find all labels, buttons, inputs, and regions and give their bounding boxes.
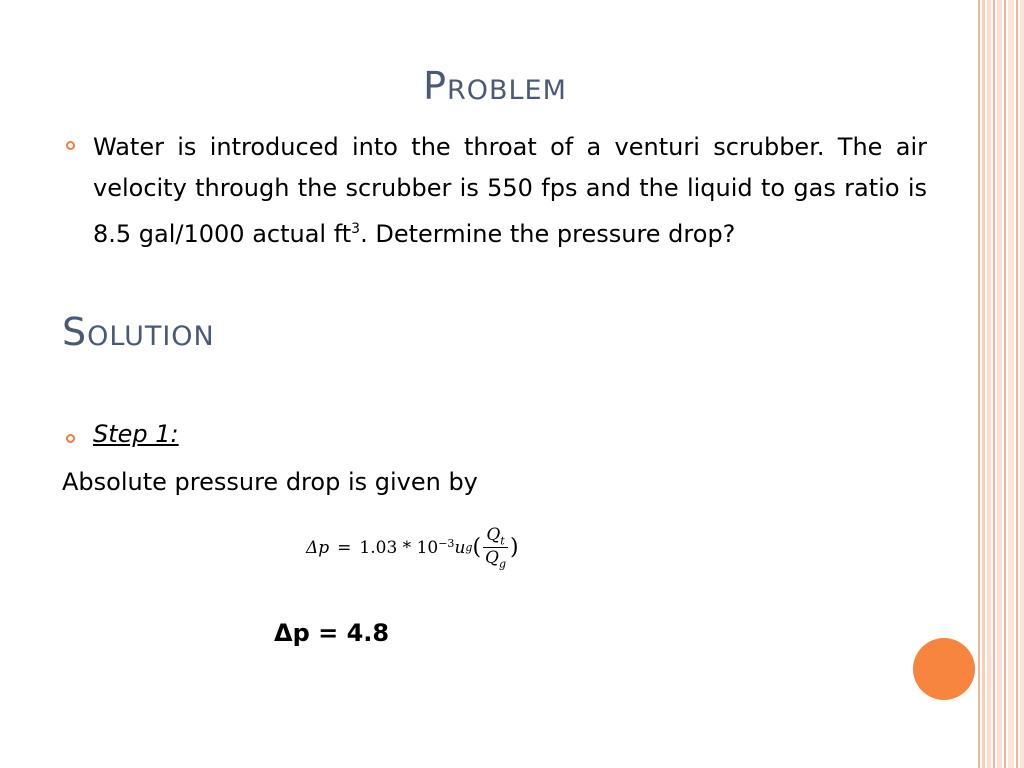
bullet-icon [66,434,75,443]
fraction-numerator [483,525,507,548]
formula-u: u [454,537,466,558]
formula-lhs: Δp [306,537,330,558]
paren-open: ( [472,535,482,560]
pressure-drop-formula [306,520,519,575]
problem-text-main: Water is introduced into the throat of a venturi scrubber. The air velocity through the scrubber is 550 fps and the liquid to gas ratio is 8.5 gal/1000 actual ft [93,133,927,248]
slide-title: Problem [423,64,567,108]
border-stripe [1004,0,1006,768]
border-stripe [1020,0,1024,768]
border-stripe [997,0,1002,768]
solution-heading: Solution [62,310,215,354]
border-stripe [982,0,985,768]
decorative-circle [913,638,975,700]
border-stripe [987,0,991,768]
result-value: Δp = 4.8 [274,619,390,647]
numerator-sub: t [500,534,505,547]
formula-coefficient: 1.03 * 10 [359,537,439,558]
border-stripe [978,0,980,768]
formula-exponent: −3 [438,537,455,550]
border-stripe [1016,0,1018,768]
border-stripe [993,0,995,768]
denominator-q: Q [485,548,499,568]
description-text: Absolute pressure drop is given by [62,468,478,496]
problem-text [93,127,927,255]
step-label: Step 1: [93,420,179,448]
fraction-denominator [482,548,509,570]
paren-close: ) [510,535,519,560]
border-stripe [1008,0,1014,768]
problem-text-end: . Determine the pressure drop? [360,220,736,248]
superscript: 3 [351,221,361,237]
formula-u-sub: g [465,541,473,554]
numerator-q: Q [486,524,501,545]
bullet-icon [66,141,75,150]
formula-fraction [482,525,509,571]
denominator-sub: g [498,557,507,571]
formula-equals: = [337,537,352,558]
